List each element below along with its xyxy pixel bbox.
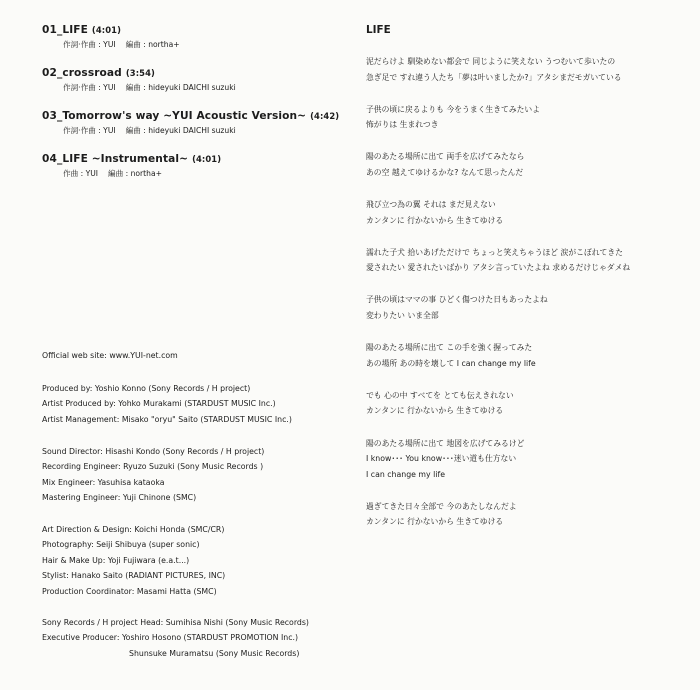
tracklist <box>42 22 342 194</box>
staff-line: Produced by: Yoshio Konno (Sony Records / H project) <box>42 384 251 393</box>
track-duration: (4:01) <box>192 154 222 164</box>
staff-line: Artist Management: Misako "oryu" Saito (STARDUST MUSIC Inc.) <box>42 414 292 424</box>
lyrics-stanza <box>366 292 692 323</box>
staff-credits-executive <box>42 615 362 661</box>
lyrics-stanza <box>366 388 692 419</box>
staff-line: Sony Records / H project Head: Sumihisa Nishi (Sony Music Records) <box>42 618 309 627</box>
lyric-line: カンタンに 行かないから 生きてゆける <box>366 517 504 527</box>
lyric-line: 急ぎ足で すれ違う人たち「夢は叶いましたか?」アタシまだモガいている <box>366 72 622 82</box>
lyric-line: 陽のあたる場所に出て 地図を広げてみるけど <box>366 438 525 448</box>
lyric-line: 濡れた子犬 拾いあげただけで ちょっと笑えちゃうほど 涙がこぼれてきた <box>366 247 623 257</box>
lyric-line: 子供の頃はママの事 ひどく傷つけた日もあったよね <box>366 295 548 305</box>
staff-line: Executive Producer: Yoshiro Hosono (STARDUST PROMOTION Inc.) <box>42 633 299 643</box>
track-title: 04_LIFE ~Instrumental~ (4:01) <box>42 153 222 165</box>
lyric-line: 愛されたい 愛されたいばかり アタシ言っていたよね 求めるだけじゃダメね <box>366 263 631 273</box>
track-item <box>42 151 342 181</box>
track-item <box>42 65 342 95</box>
official-website: Official web site: www.YUI-net.com <box>42 351 178 360</box>
lyric-line: あの場所 あの時を壊して I can change my life <box>366 358 536 368</box>
lyrics-stanza <box>366 149 692 180</box>
staff-line: Mastering Engineer: Yuji Chinone (SMC) <box>42 493 197 503</box>
lyric-line: 陽のあたる場所に出て 両手を広げてみたなら <box>366 152 525 162</box>
track-duration: (4:42) <box>310 111 340 121</box>
lyric-line: 泥だらけよ 馴染めない都会で 同じように笑えない うつむいて歩いたの <box>366 57 616 66</box>
track-credit: 作詞·作曲 : YUI 編曲 : hideyuki DAICHI suzuki <box>63 83 236 92</box>
lyrics-stanza <box>366 499 692 530</box>
lyric-line: カンタンに 行かないから 生きてゆける <box>366 215 504 225</box>
lyrics-title: LIFE <box>366 24 391 36</box>
lyrics-stanza <box>366 245 692 276</box>
track-duration: (3:54) <box>125 68 155 78</box>
track-credit: 作詞·作曲 : YUI 編曲 : northa+ <box>63 40 180 49</box>
track-duration: (4:01) <box>91 25 121 35</box>
lyrics-stanza <box>366 197 692 228</box>
lyric-line: 過ぎてきた日々全部で 今のあたしなんだよ <box>366 501 517 511</box>
track-title: 03_Tomorrow's way ~YUI Acoustic Version~ (4:42) <box>42 110 340 122</box>
track-title: 02_crossroad (3:54) <box>42 67 155 79</box>
lyric-line: 子供の頃に戻るよりも 今をうまく生きてみたいよ <box>366 104 541 114</box>
lyrics-stanza <box>366 436 692 483</box>
lyrics-stanza <box>366 54 692 85</box>
track-item <box>42 22 342 52</box>
lyrics <box>366 22 692 546</box>
track-credit: 作曲 : YUI 編曲 : northa+ <box>63 169 162 178</box>
staff-credits-art <box>42 522 362 599</box>
staff-line: Art Direction & Design: Koichi Honda (SMC/CR) <box>42 525 225 534</box>
lyric-line: 飛び立つ為の翼 それは まだ見えない <box>366 200 496 210</box>
lyrics-stanza <box>366 102 692 133</box>
staff-line: Shunsuke Muramatsu (Sony Music Records) <box>129 648 300 658</box>
lyrics-stanza <box>366 340 692 371</box>
staff-line: Hair & Make Up: Yoji Fujiwara (e.a.t...) <box>42 555 190 565</box>
lyric-line: 変わりたい いま全部 <box>366 311 439 321</box>
staff-line: Photography: Seiji Shibuya (super sonic) <box>42 540 200 550</box>
lyric-line: あの空 越えてゆけるかな? なんて思ったんだ <box>366 167 524 177</box>
lyric-line: I know･･･ You know･･･迷い道も仕方ない <box>366 454 517 464</box>
staff-line: Artist Produced by: Yohko Murakami (STARDUST MUSIC Inc.) <box>42 399 276 409</box>
staff-line: Production Coordinator: Masami Hatta (SMC) <box>42 586 217 596</box>
staff-line: Recording Engineer: Ryuzo Suzuki (Sony Music Records ) <box>42 462 264 472</box>
track-title: 01_LIFE (4:01) <box>42 24 121 36</box>
lyric-line: 怖がりは 生まれつき <box>366 120 439 130</box>
track-item <box>42 108 342 138</box>
staff-credits-sound <box>42 444 362 506</box>
lyric-line: 陽のあたる場所に出て この手を強く握ってみた <box>366 343 533 353</box>
staff-line: Stylist: Hanako Saito (RADIANT PICTURES, INC) <box>42 571 226 581</box>
lyric-line: カンタンに 行かないから 生きてゆける <box>366 406 504 416</box>
lyric-line: I can change my life <box>366 469 445 479</box>
staff-credits-production <box>42 381 362 427</box>
staff-line: Sound Director: Hisashi Kondo (Sony Records / H project) <box>42 447 265 456</box>
track-credit: 作詞·作曲 : YUI 編曲 : hideyuki DAICHI suzuki <box>63 126 236 135</box>
lyric-line: でも 心の中 すべてを とても伝えきれない <box>366 390 514 400</box>
staff-line: Mix Engineer: Yasuhisa kataoka <box>42 477 165 487</box>
